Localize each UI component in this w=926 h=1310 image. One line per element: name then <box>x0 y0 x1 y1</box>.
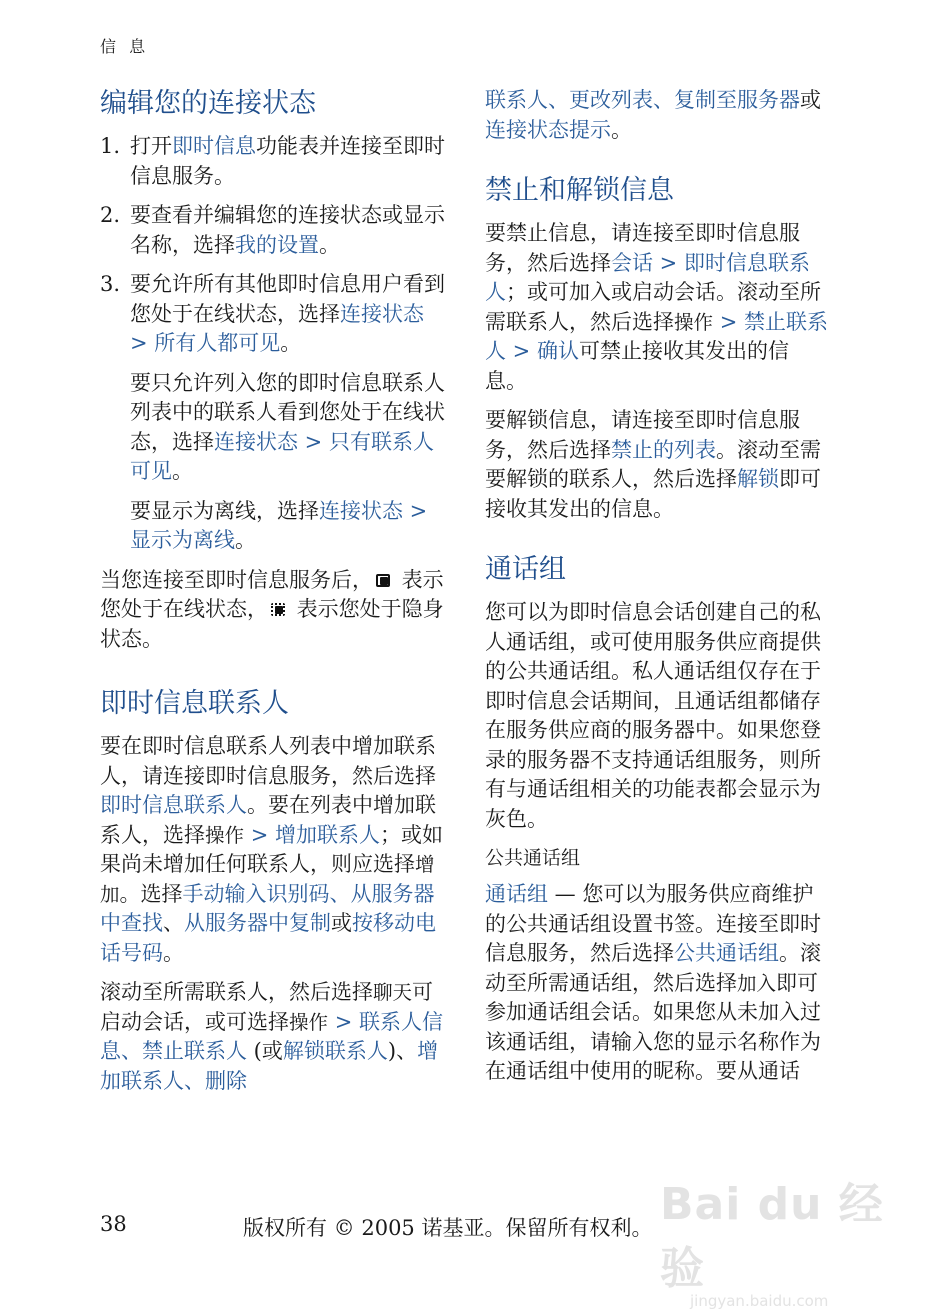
watermark-logo: Bai du 经验 <box>660 1179 884 1294</box>
menu-link-unblock-contact[interactable]: 解锁联系人 <box>282 1039 388 1063</box>
menu-link-delete[interactable]: 删除 <box>205 1068 247 1093</box>
menu-link-status[interactable]: 连接状态 <box>319 498 403 523</box>
menu-link-unblock[interactable]: 解锁 <box>737 467 779 491</box>
watermark-url: jingyan.baidu.com <box>690 1292 829 1310</box>
menu-link-change-list[interactable]: 更改列表 <box>569 88 653 112</box>
menu-link-contacts-only[interactable]: 只有联系人可见 <box>130 429 434 483</box>
menu-link-status[interactable]: 连接状态 <box>214 429 298 454</box>
list-item: 2. 要查看并编辑您的连接状态或显示名称，选择我的设置。 <box>100 203 445 257</box>
menu-link-im-contacts[interactable]: 即时信息联系人 <box>485 250 810 304</box>
paragraph: 要解锁信息，请连接至即时信息服务，然后选择禁止的列表。滚动至需要解锁的联系人，然后选择解锁即可接收其发出的信息。 <box>485 408 821 521</box>
menu-link-my-settings[interactable]: 我的设置 <box>235 232 319 257</box>
menu-link-block-contact[interactable]: 禁止联系人 <box>485 309 828 363</box>
menu-link-confirm[interactable]: 确认 <box>536 339 579 363</box>
menu-link-contact-info[interactable]: 联系人信息 <box>100 1009 443 1063</box>
menu-link-blocked-list[interactable]: 禁止的列表 <box>611 437 716 462</box>
menu-link-by-number[interactable]: 按移动电话号码 <box>100 911 436 965</box>
paragraph: 要在即时信息联系人列表中增加联系人，请连接即时信息服务，然后选择即时信息联系人。要在列表中增加联系人，选择操作 > 增加联系人；或如果尚未增加任何联系人，则应选择增加。选择手动输入识别码、从服务器中查找、从服务器中复制或按移动电话号码。 <box>100 734 443 965</box>
menu-link-copy-to-server[interactable]: 复制至服务器 <box>674 88 800 112</box>
right-column <box>485 86 830 1097</box>
baidu-watermark <box>660 1168 926 1310</box>
section-title-im-contacts: 即时信息联系人 <box>100 688 289 719</box>
paragraph: 要只允许列入您的即时信息联系人列表中的联系人看到您处于在线状态，选择连接状态 > 只有联系人可见。 <box>130 370 445 483</box>
menu-link-enter-id[interactable]: 手动输入识别码 <box>182 881 330 906</box>
menu-link-contact[interactable]: 联系人 <box>485 88 548 112</box>
menu-link-add-contact[interactable]: 增加联系人 <box>274 822 380 847</box>
softkey-options: 操作 <box>205 823 245 847</box>
list-item: 1. 打开即时信息功能表并连接至即时信息服务。 <box>100 134 445 188</box>
section-title-block-unblock: 禁止和解锁信息 <box>485 175 674 206</box>
hidden-status-icon <box>270 602 288 618</box>
menu-link-im[interactable]: 即时信息 <box>172 134 256 158</box>
softkey-options: 操作 <box>674 310 714 334</box>
paragraph: 联系人、更改列表、复制至服务器或连接状态提示。 <box>485 88 821 142</box>
menu-link-everyone[interactable]: 所有人都可见 <box>154 331 281 355</box>
menu-link-add-contact[interactable]: 增加联系人 <box>100 1039 439 1093</box>
section-title-edit-status: 编辑您的连接状态 <box>100 88 316 119</box>
menu-link-search-server[interactable]: 从服务器中查找 <box>100 881 435 935</box>
left-column <box>100 86 445 1106</box>
menu-link-status-alert[interactable]: 连接状态提示 <box>485 117 611 142</box>
menu-link-conversations[interactable]: 会话 <box>611 250 653 275</box>
paragraph: 通话组 — 您可以为服务供应商维护的公共通话组设置书签。连接至即时信息服务，然后选择公共通话组。滚动至所需通话组，然后选择加入即可参加通话组会话。如果您从未加入过该通话组，请输入您的显示名称作为在通话组中使用的昵称。要从通话 <box>485 882 821 1083</box>
softkey-options: 操作 <box>289 1010 329 1034</box>
menu-link-offline[interactable]: 显示为离线 <box>130 528 235 552</box>
menu-link-groups[interactable]: 通话组 <box>485 882 548 906</box>
running-header: 信 息 <box>100 37 150 56</box>
menu-link-copy-server[interactable]: 从服务器中复制 <box>184 911 331 935</box>
menu-link-status[interactable]: 连接状态 <box>340 301 424 326</box>
paragraph: 要显示为离线，选择连接状态 > 显示为离线。 <box>130 498 428 552</box>
menu-link-block-contact[interactable]: 禁止联系人 <box>142 1039 247 1063</box>
softkey-join: 加入 <box>737 971 777 995</box>
menu-link-im-contacts[interactable]: 即时信息联系人 <box>100 793 247 817</box>
paragraph: 当您连接至即时信息服务后， 表示您处于在线状态， 表示您处于隐身状态。 <box>100 567 444 651</box>
softkey-chat: 聊天 <box>373 981 413 1004</box>
paragraph: 滚动至所需联系人，然后选择聊天可启动会话，或可选择操作 > 联系人信息、禁止联系人 (或解锁联系人)、增加联系人、删除 <box>100 980 443 1093</box>
softkey-add: 增加 <box>100 853 435 906</box>
subsection-title-public-groups: 公共通话组 <box>485 847 581 869</box>
paragraph: 要禁止信息，请连接至即时信息服务，然后选择会话 > 即时信息联系人；或可加入或启动会话。滚动至所需联系人，然后选择操作 > 禁止联系人 > 确认可禁止接收其发出的信息。 <box>485 221 828 393</box>
paragraph: 您可以为即时信息会话创建自己的私人通话组，或可使用服务供应商提供的公共通话组。私人通话组仅存在于即时信息会话期间，且通话组都储存在服务供应商的服务器中。如果您登录的服务器不支持通话组服务，则所有与通话组相关的功能表都会显示为灰色。 <box>485 600 821 831</box>
page-number: 38 <box>100 1212 127 1236</box>
list-item: 3. 要允许所有其他即时信息用户看到您处于在线状态，选择连接状态 > 所有人都可见。 <box>100 272 445 355</box>
section-title-groups: 通话组 <box>485 554 566 585</box>
online-status-icon <box>375 573 393 589</box>
menu-link-public-groups[interactable]: 公共通话组 <box>674 941 779 965</box>
copyright-notice: 版权所有 © 2005 诺基亚。保留所有权利。 <box>243 1216 653 1240</box>
